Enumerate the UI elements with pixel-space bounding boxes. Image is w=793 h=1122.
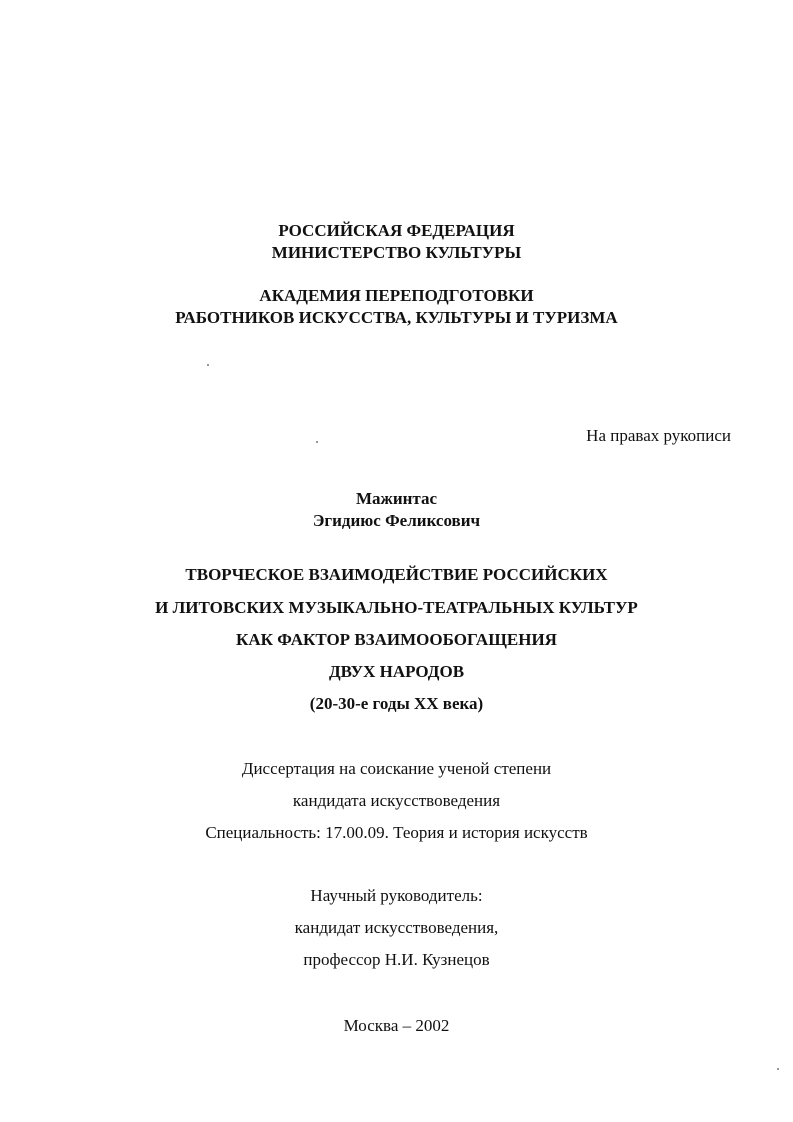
title-period: (20-30-е годы XX века) — [309, 694, 484, 713]
title-line1: ТВОРЧЕСКОЕ ВЗАИМОДЕЙСТВИЕ РОССИЙСКИХ — [185, 565, 608, 584]
title-line2: И ЛИТОВСКИХ МУЗЫКАЛЬНО-ТЕАТРАЛЬНЫХ КУЛЬТУР — [155, 598, 638, 617]
title-line4: ДВУХ НАРОДОВ — [328, 662, 465, 681]
manuscript-note: На правах рукописи — [586, 426, 731, 445]
country-heading: РОССИЙСКАЯ ФЕДЕРАЦИЯ — [278, 221, 515, 240]
academy-heading-line1: АКАДЕМИЯ ПЕРЕПОДГОТОВКИ — [259, 286, 534, 305]
supervisor-label: Научный руководитель: — [310, 886, 483, 905]
city-year: Москва – 2002 — [343, 1016, 450, 1035]
title-line3: КАК ФАКТОР ВЗАИМООБОГАЩЕНИЯ — [236, 630, 557, 649]
degree-line2: кандидата искусствоведения — [292, 791, 501, 810]
supervisor-degree: кандидат искусствоведения, — [294, 918, 499, 937]
supervisor-name: профессор Н.И. Кузнецов — [303, 950, 490, 969]
author-given-names: Эгидиюс Феликсович — [312, 511, 481, 530]
specialty-line: Специальность: 17.00.09. Теория и история искусств — [205, 823, 588, 842]
scan-speck — [316, 441, 318, 443]
ministry-heading: МИНИСТЕРСТВО КУЛЬТУРЫ — [271, 243, 522, 262]
academy-heading-line2: РАБОТНИКОВ ИСКУССТВА, КУЛЬТУРЫ И ТУРИЗМА — [175, 308, 618, 327]
scan-speck — [777, 1068, 779, 1070]
author-surname: Мажинтас — [355, 489, 438, 508]
scan-speck — [207, 364, 209, 366]
degree-line1: Диссертация на соискание ученой степени — [241, 759, 552, 778]
